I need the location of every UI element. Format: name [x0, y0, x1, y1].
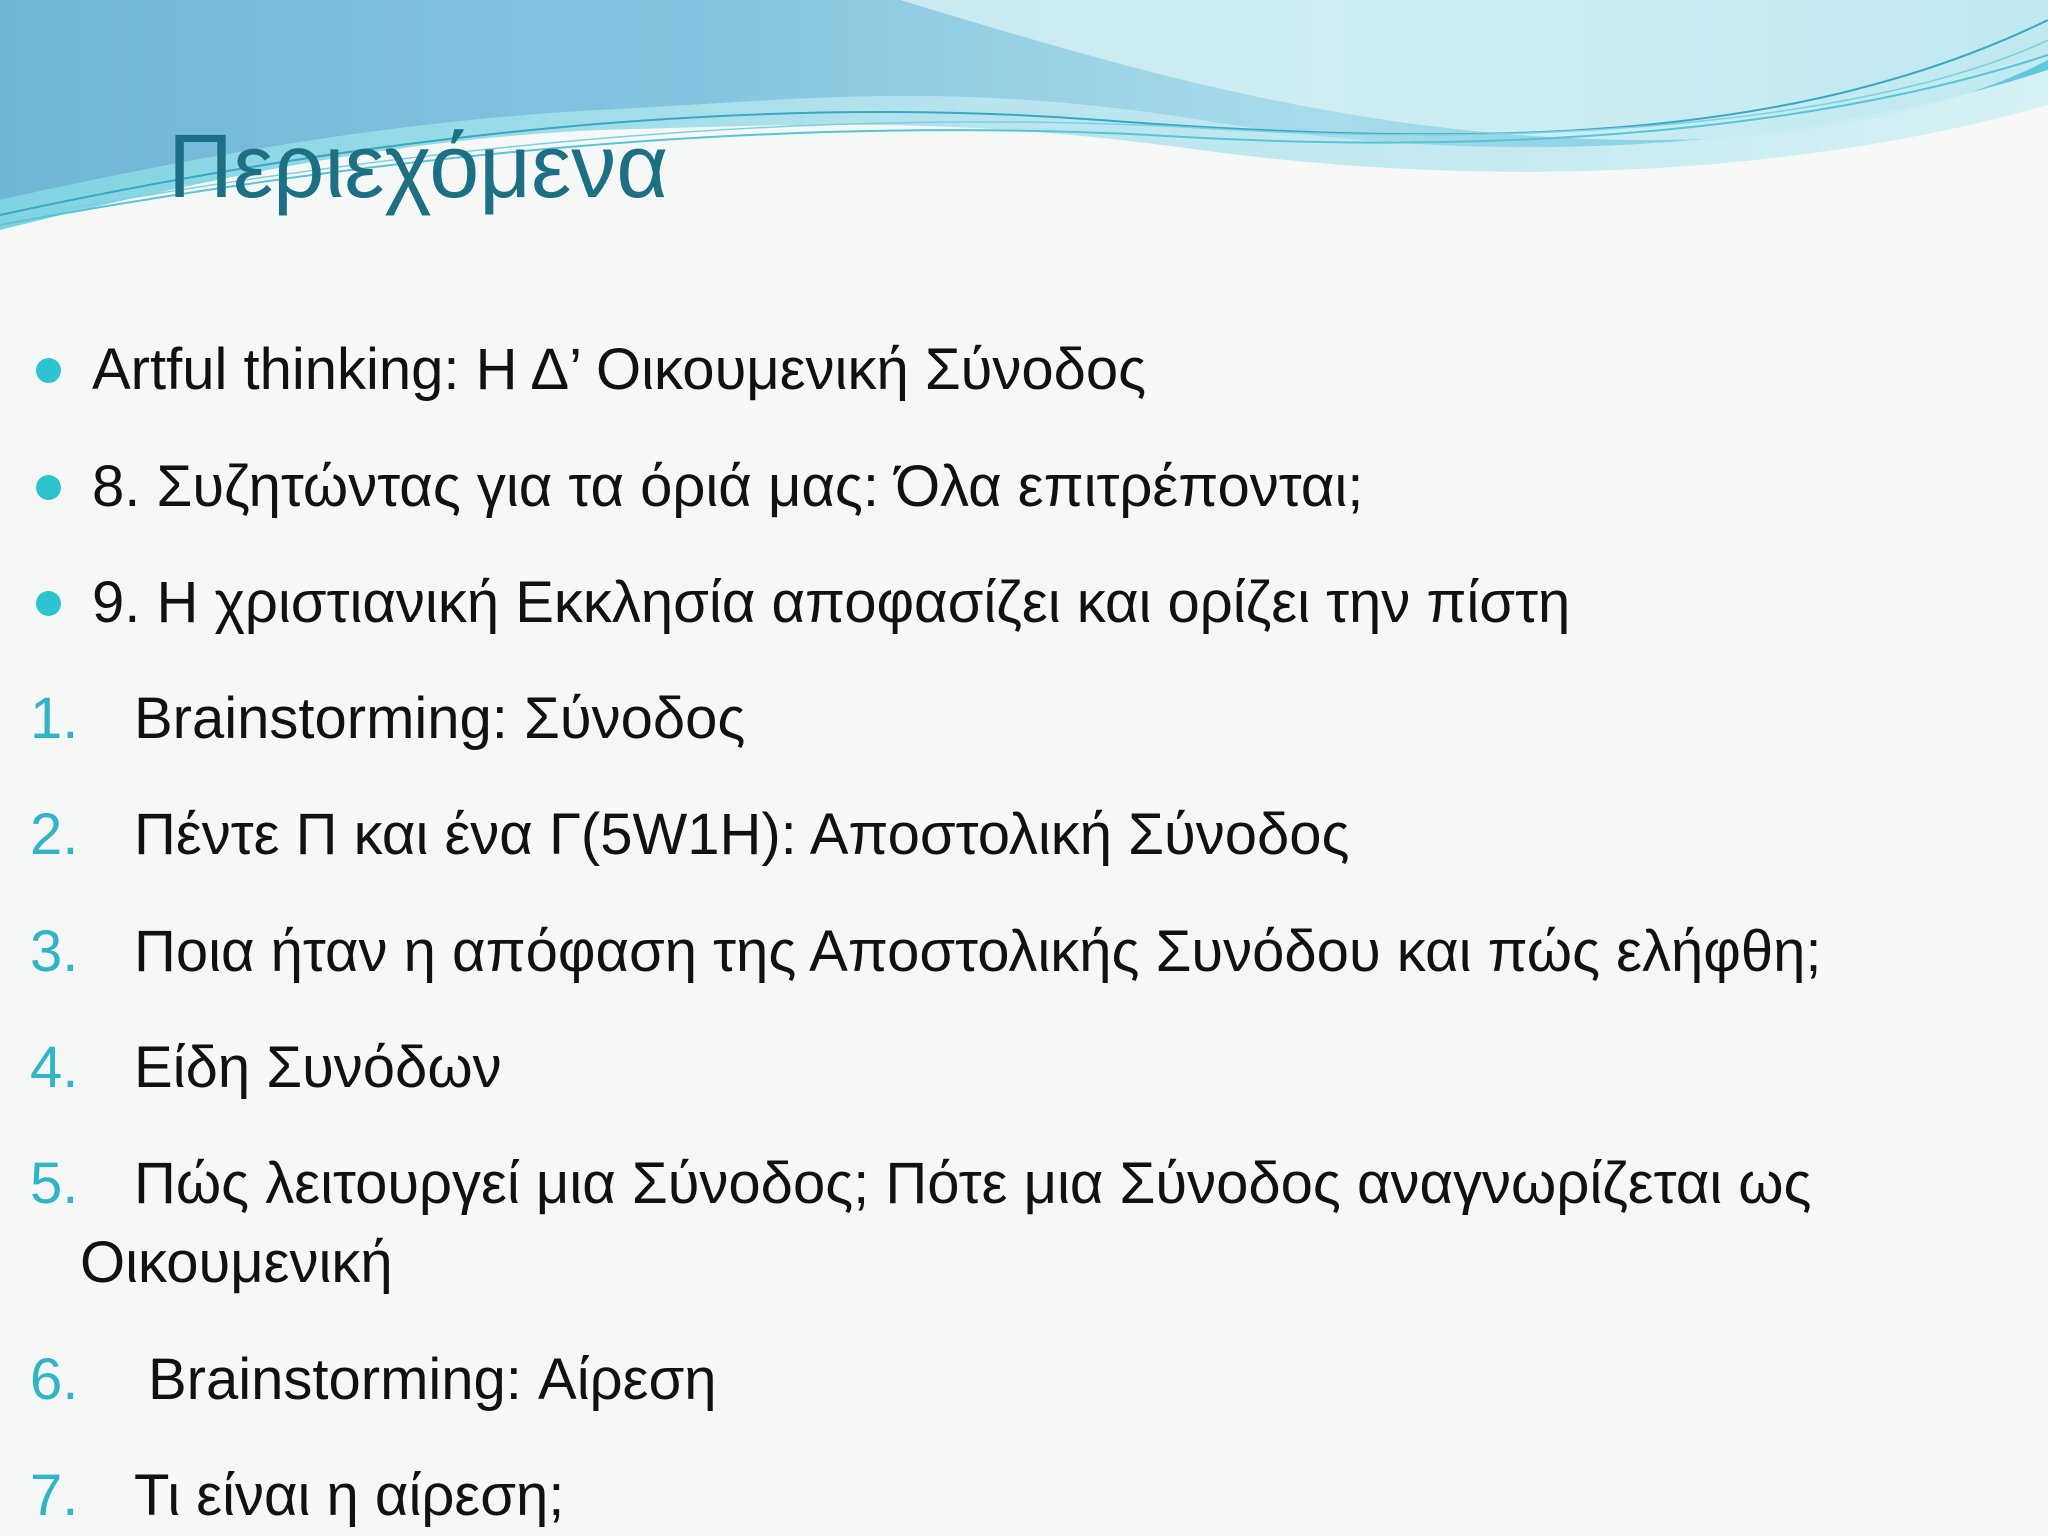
bullet-dot-icon — [36, 358, 61, 383]
bullet-dot-icon — [36, 591, 61, 616]
numbered-item-continuation-text: Οικουμενική — [80, 1230, 393, 1295]
item-number: 1. — [30, 686, 79, 751]
numbered-item-text: Πώς λειτουργεί μια Σύνοδος; Πότε μια Σύνοδος αναγνωρίζεται ως — [134, 1151, 1812, 1216]
bullet-item-text: Artful thinking: Η Δ’ Οικουμενική Σύνοδος — [92, 337, 1147, 402]
numbered-item-text: Είδη Συνόδων — [134, 1035, 502, 1100]
numbered-item-text: Brainstorming: Αίρεση — [148, 1347, 717, 1412]
item-number: 2. — [30, 802, 79, 867]
numbered-item-text: Brainstorming: Σύνοδος — [134, 686, 746, 751]
slide-title: Περιεχόμενα — [168, 117, 669, 217]
bullet-dot-icon — [36, 475, 61, 500]
numbered-item-text: Τι είναι η αίρεση; — [134, 1463, 565, 1528]
item-number: 4. — [30, 1035, 79, 1100]
numbered-item-text: Πέντε Π και ένα Γ(5W1H): Αποστολική Σύνοδος — [134, 802, 1350, 867]
numbered-item-text: Ποια ήταν η απόφαση της Αποστολικής Συνόδου και πώς ελήφθη; — [134, 919, 1822, 984]
bullet-item-text: 9. Η χριστιανική Εκκλησία αποφασίζει και ορίζει την πίστη — [92, 570, 1571, 635]
item-number: 7. — [30, 1463, 79, 1528]
bullet-item-text: 8. Συζητώντας για τα όριά μας: Όλα επιτρέπονται; — [92, 454, 1364, 519]
item-number: 6. — [30, 1347, 79, 1412]
item-number: 5. — [30, 1151, 79, 1216]
item-number: 3. — [30, 919, 79, 984]
